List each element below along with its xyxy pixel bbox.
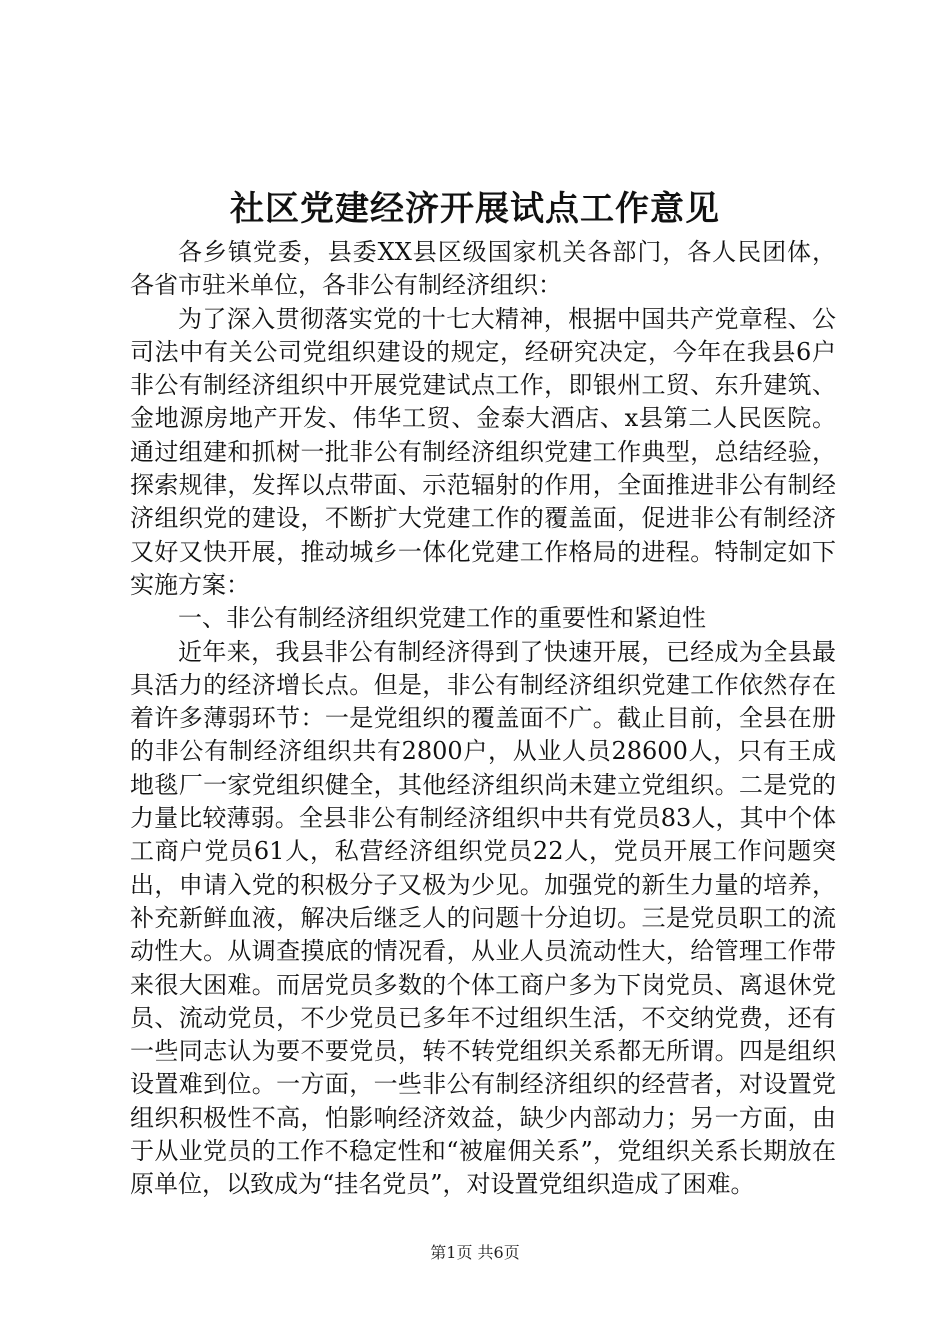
section-heading-1: 一、非公有制经济组织党建工作的重要性和紧迫性 — [178, 604, 706, 633]
document-body — [130, 236, 836, 1202]
paragraph-section-1: 近年来，我县非公有制经济得到了快速开展，已经成为全县最具活力的经济增长点。但是，非公有制经济组织党建工作依然存在着许多薄弱环节：一是党组织的覆盖面不广。截止目前，全县在册的非公有制经济组织共有2800户，从业人员28600人，只有王成地毯厂一家党组织健全，其他经济组织尚未建立党组织。二是党的力量比较薄弱。全县非公有制经济组织中共有党员83人，其中个体工商户党员61人，私营经济组织党员22人，党员开展工作问题突出，申请入党的积极分子又极为少见。加强党的新生力量的培养，补充新鲜血液，解决后继乏人的问题十分迫切。三是党员职工的流动性大。从调查摸底的情况看，从业人员流动性大，给管理工作带来很大困难。而居党员多数的个体工商户多为下岗党员、离退休党员、流动党员，不少党员已多年不过组织生活，不交纳党费，还有一些同志认为要不要党员，转不转党组织关系都无所谓。四是组织设置难到位。一方面，一些非公有制经济组织的经营者，对设置党组织积极性不高，怕影响经济效益，缺少内部动力；另一方面，由于从业党员的工作不稳定性和“被雇佣关系”，党组织关系长期放在原单位，以致成为“挂名党员”，对设置党组织造成了困难。 — [130, 637, 836, 1199]
document-title: 社区党建经济开展试点工作意见 — [230, 189, 720, 229]
page-footer: 第1页 共6页 — [430, 1243, 520, 1262]
paragraph-salutation: 各乡镇党委，县委XX县区级国家机关各部门，各人民团体，各省市驻米单位，各非公有制经济组织： — [130, 238, 836, 300]
paragraph-intro: 为了深入贯彻落实党的十七大精神，根据中国共产党章程、公司法中有关公司党组织建设的规定，经研究决定，今年在我县6户非公有制经济组织中开展党建试点工作，即银州工贸、东升建筑、金地源房地产开发、伟华工贸、金泰大酒店、x县第二人民医院。通过组建和抓树一批非公有制经济组织党建工作典型，总结经验，探索规律，发挥以点带面、示范辐射的作用，全面推进非公有制经济组织党的建设，不断扩大党建工作的覆盖面，促进非公有制经济又好又快开展，推动城乡一体化党建工作格局的进程。特制定如下实施方案： — [130, 304, 836, 599]
